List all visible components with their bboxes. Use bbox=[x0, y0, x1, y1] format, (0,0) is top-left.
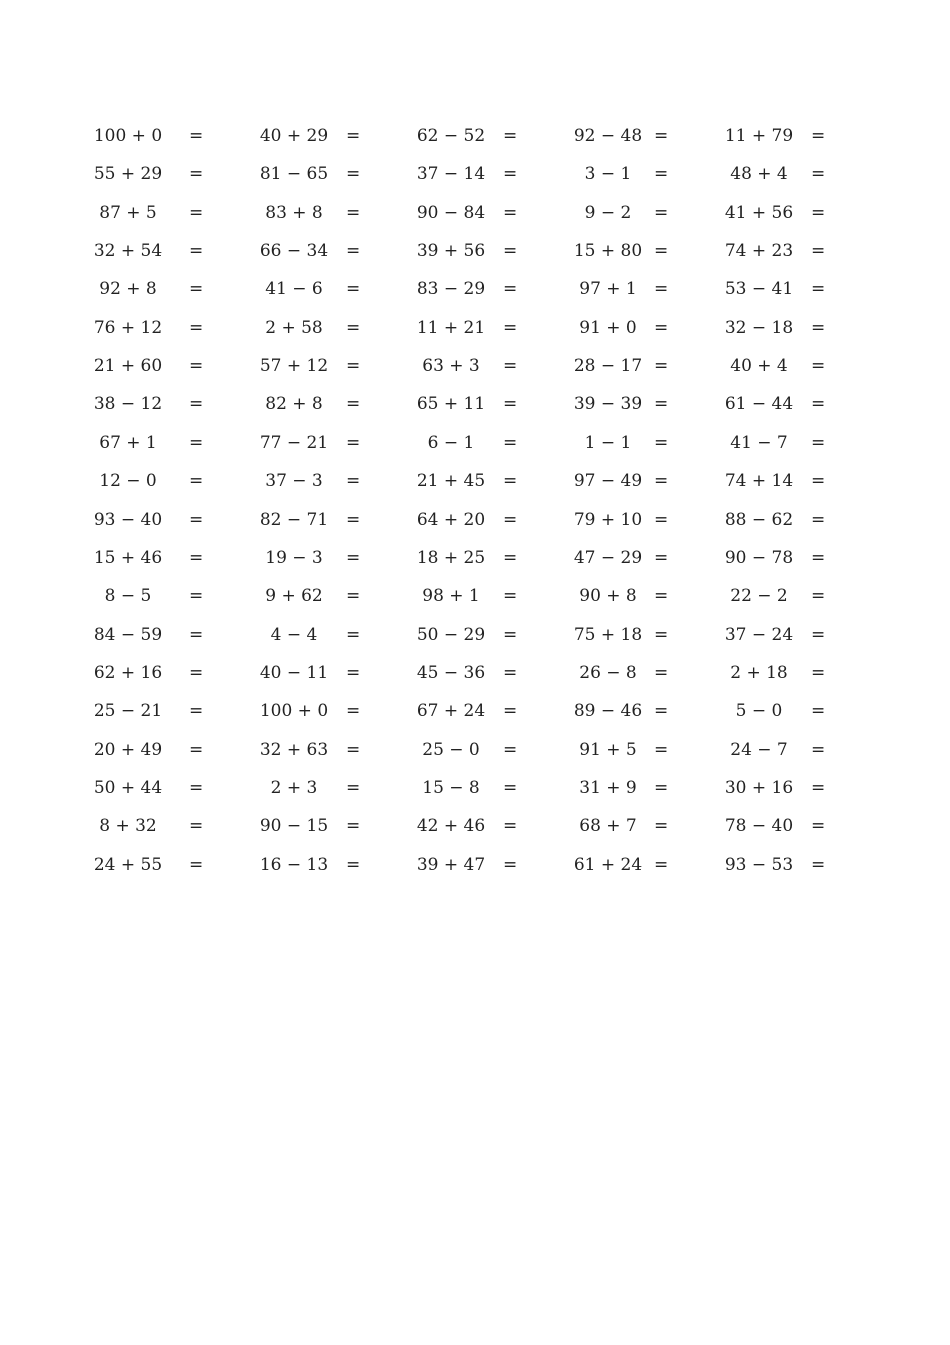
problem-row bbox=[0, 624, 950, 662]
problem-expression: 55 + 29 bbox=[93, 164, 163, 185]
equals-sign: = bbox=[654, 509, 669, 530]
problem-expression: 32 + 54 bbox=[93, 241, 163, 262]
equals-sign: = bbox=[811, 394, 826, 415]
problem-expression: 50 − 29 bbox=[416, 624, 486, 645]
problem-expression: 2 + 58 bbox=[265, 317, 323, 338]
equals-sign: = bbox=[654, 624, 669, 645]
equals-sign: = bbox=[654, 739, 669, 760]
problem bbox=[0, 202, 950, 240]
equals-sign: = bbox=[346, 356, 361, 377]
problem-expression: 24 − 7 bbox=[730, 739, 788, 760]
problem-expression: 47 − 29 bbox=[573, 547, 643, 568]
equals-sign: = bbox=[189, 816, 204, 837]
problem-expression: 4 − 4 bbox=[270, 624, 318, 645]
equals-sign: = bbox=[654, 279, 669, 300]
problem-expression: 41 + 56 bbox=[724, 202, 794, 223]
problem-expression: 62 + 16 bbox=[93, 662, 163, 683]
problem-expression: 100 + 0 bbox=[93, 126, 163, 146]
equals-sign: = bbox=[189, 471, 204, 492]
equals-sign: = bbox=[346, 547, 361, 568]
problem-row bbox=[0, 278, 950, 316]
problem-expression: 91 + 0 bbox=[579, 317, 637, 338]
problem-expression: 37 − 24 bbox=[724, 624, 794, 645]
problem-expression: 84 − 59 bbox=[93, 624, 163, 645]
equals-sign: = bbox=[503, 662, 518, 683]
equals-sign: = bbox=[811, 202, 826, 223]
problem bbox=[0, 163, 950, 201]
problem bbox=[0, 278, 950, 316]
problem-expression: 93 − 40 bbox=[93, 509, 163, 530]
problem-expression: 91 + 5 bbox=[579, 739, 637, 760]
equals-sign: = bbox=[346, 394, 361, 415]
equals-sign: = bbox=[346, 279, 361, 300]
equals-sign: = bbox=[503, 816, 518, 837]
problem-expression: 41 − 6 bbox=[265, 279, 323, 300]
problem-row bbox=[0, 317, 950, 355]
equals-sign: = bbox=[346, 317, 361, 338]
problem-expression: 42 + 46 bbox=[416, 816, 486, 837]
equals-sign: = bbox=[346, 509, 361, 530]
problem-expression: 74 + 14 bbox=[724, 471, 794, 492]
problem-row bbox=[0, 585, 950, 623]
equals-sign: = bbox=[189, 317, 204, 338]
problem-expression: 90 − 15 bbox=[259, 816, 329, 837]
equals-sign: = bbox=[654, 586, 669, 607]
equals-sign: = bbox=[811, 317, 826, 338]
equals-sign: = bbox=[811, 701, 826, 722]
problem bbox=[0, 509, 950, 547]
problem-expression: 8 − 5 bbox=[104, 586, 152, 607]
equals-sign: = bbox=[503, 854, 518, 875]
equals-sign: = bbox=[189, 241, 204, 262]
equals-sign: = bbox=[346, 432, 361, 453]
equals-sign: = bbox=[811, 662, 826, 683]
equals-sign: = bbox=[189, 126, 204, 146]
problem bbox=[0, 125, 950, 163]
equals-sign: = bbox=[503, 471, 518, 492]
equals-sign: = bbox=[189, 356, 204, 377]
equals-sign: = bbox=[811, 126, 826, 146]
problem-expression: 83 + 8 bbox=[265, 202, 323, 223]
equals-sign: = bbox=[503, 509, 518, 530]
problem-expression: 37 − 14 bbox=[416, 164, 486, 185]
problem-expression: 76 + 12 bbox=[93, 317, 163, 338]
equals-sign: = bbox=[503, 202, 518, 223]
problem-expression: 9 + 62 bbox=[265, 586, 323, 607]
problem-expression: 90 − 84 bbox=[416, 202, 486, 223]
problem-expression: 37 − 3 bbox=[265, 471, 323, 492]
problem-expression: 98 + 1 bbox=[422, 586, 480, 607]
equals-sign: = bbox=[811, 547, 826, 568]
problem-expression: 28 − 17 bbox=[573, 356, 643, 377]
problem-expression: 25 − 21 bbox=[93, 701, 163, 722]
problem-expression: 61 − 44 bbox=[724, 394, 794, 415]
problem bbox=[0, 662, 950, 700]
equals-sign: = bbox=[811, 854, 826, 875]
problem-row bbox=[0, 854, 950, 892]
problem bbox=[0, 317, 950, 355]
equals-sign: = bbox=[503, 547, 518, 568]
equals-sign: = bbox=[189, 279, 204, 300]
equals-sign: = bbox=[346, 854, 361, 875]
problem-expression: 74 + 23 bbox=[724, 241, 794, 262]
equals-sign: = bbox=[189, 164, 204, 185]
equals-sign: = bbox=[654, 164, 669, 185]
problem-row bbox=[0, 509, 950, 547]
problem-expression: 63 + 3 bbox=[422, 356, 480, 377]
problem-expression: 24 + 55 bbox=[93, 854, 163, 875]
equals-sign: = bbox=[503, 586, 518, 607]
problem bbox=[0, 624, 950, 662]
equals-sign: = bbox=[654, 356, 669, 377]
equals-sign: = bbox=[654, 547, 669, 568]
equals-sign: = bbox=[503, 394, 518, 415]
problem bbox=[0, 739, 950, 777]
equals-sign: = bbox=[811, 471, 826, 492]
equals-sign: = bbox=[346, 164, 361, 185]
problem bbox=[0, 393, 950, 431]
equals-sign: = bbox=[811, 777, 826, 798]
equals-sign: = bbox=[654, 202, 669, 223]
equals-sign: = bbox=[346, 662, 361, 683]
equals-sign: = bbox=[189, 662, 204, 683]
problem-expression: 15 + 80 bbox=[573, 241, 643, 262]
problem-expression: 2 + 3 bbox=[270, 777, 318, 798]
equals-sign: = bbox=[503, 279, 518, 300]
equals-sign: = bbox=[503, 126, 518, 146]
problem-expression: 89 − 46 bbox=[573, 701, 643, 722]
equals-sign: = bbox=[811, 279, 826, 300]
problem-expression: 15 − 8 bbox=[422, 777, 480, 798]
problem-expression: 40 + 29 bbox=[259, 126, 329, 146]
equals-sign: = bbox=[811, 816, 826, 837]
problem-expression: 68 + 7 bbox=[579, 816, 637, 837]
problem-expression: 53 − 41 bbox=[724, 279, 794, 300]
problem-expression: 38 − 12 bbox=[93, 394, 163, 415]
problem-expression: 39 − 39 bbox=[573, 394, 643, 415]
equals-sign: = bbox=[503, 739, 518, 760]
problem bbox=[0, 777, 950, 815]
problem-expression: 88 − 62 bbox=[724, 509, 794, 530]
problem-expression: 32 + 63 bbox=[259, 739, 329, 760]
equals-sign: = bbox=[189, 854, 204, 875]
equals-sign: = bbox=[346, 816, 361, 837]
problem-expression: 25 − 0 bbox=[422, 739, 480, 760]
equals-sign: = bbox=[654, 816, 669, 837]
problem-expression: 39 + 47 bbox=[416, 854, 486, 875]
equals-sign: = bbox=[503, 241, 518, 262]
problem-row bbox=[0, 432, 950, 470]
equals-sign: = bbox=[503, 701, 518, 722]
problem-expression: 5 − 0 bbox=[735, 701, 783, 722]
problem-expression: 83 − 29 bbox=[416, 279, 486, 300]
problem-expression: 66 − 34 bbox=[259, 241, 329, 262]
problem-expression: 57 + 12 bbox=[259, 356, 329, 377]
problem bbox=[0, 700, 950, 738]
equals-sign: = bbox=[811, 509, 826, 530]
problem-expression: 90 − 78 bbox=[724, 547, 794, 568]
equals-sign: = bbox=[811, 586, 826, 607]
equals-sign: = bbox=[189, 701, 204, 722]
problem-expression: 48 + 4 bbox=[730, 164, 788, 185]
problem-expression: 92 − 48 bbox=[573, 126, 643, 146]
equals-sign: = bbox=[189, 777, 204, 798]
problem-row bbox=[0, 815, 950, 853]
equals-sign: = bbox=[654, 701, 669, 722]
problem-expression: 50 + 44 bbox=[93, 777, 163, 798]
problem-expression: 67 + 24 bbox=[416, 701, 486, 722]
equals-sign: = bbox=[654, 126, 669, 146]
problem-expression: 90 + 8 bbox=[579, 586, 637, 607]
problem-row bbox=[0, 739, 950, 777]
problem bbox=[0, 355, 950, 393]
problem bbox=[0, 815, 950, 853]
equals-sign: = bbox=[654, 241, 669, 262]
equals-sign: = bbox=[346, 624, 361, 645]
problem-row bbox=[0, 240, 950, 278]
problem-expression: 16 − 13 bbox=[259, 854, 329, 875]
equals-sign: = bbox=[346, 586, 361, 607]
problem-expression: 41 − 7 bbox=[730, 432, 788, 453]
equals-sign: = bbox=[346, 202, 361, 223]
equals-sign: = bbox=[811, 624, 826, 645]
equals-sign: = bbox=[654, 432, 669, 453]
problem-expression: 20 + 49 bbox=[93, 739, 163, 760]
problem-expression: 21 + 45 bbox=[416, 471, 486, 492]
problem-expression: 97 − 49 bbox=[573, 471, 643, 492]
problem-expression: 40 − 11 bbox=[259, 662, 329, 683]
equals-sign: = bbox=[811, 432, 826, 453]
problem-row bbox=[0, 470, 950, 508]
equals-sign: = bbox=[503, 777, 518, 798]
problem-expression: 92 + 8 bbox=[99, 279, 157, 300]
equals-sign: = bbox=[189, 394, 204, 415]
equals-sign: = bbox=[189, 739, 204, 760]
problem-expression: 82 − 71 bbox=[259, 509, 329, 530]
problem-row bbox=[0, 700, 950, 738]
problem-row bbox=[0, 125, 950, 163]
problem-expression: 30 + 16 bbox=[724, 777, 794, 798]
problem bbox=[0, 547, 950, 585]
equals-sign: = bbox=[654, 471, 669, 492]
problem-expression: 45 − 36 bbox=[416, 662, 486, 683]
problem-expression: 75 + 18 bbox=[573, 624, 643, 645]
equals-sign: = bbox=[654, 394, 669, 415]
problem-expression: 32 − 18 bbox=[724, 317, 794, 338]
equals-sign: = bbox=[503, 432, 518, 453]
problem-expression: 12 − 0 bbox=[99, 471, 157, 492]
problem-expression: 11 + 21 bbox=[416, 317, 486, 338]
equals-sign: = bbox=[346, 241, 361, 262]
problem-expression: 8 + 32 bbox=[99, 816, 157, 837]
equals-sign: = bbox=[654, 854, 669, 875]
equals-sign: = bbox=[189, 586, 204, 607]
problem-row bbox=[0, 202, 950, 240]
problem-expression: 1 − 1 bbox=[584, 432, 632, 453]
problem-expression: 97 + 1 bbox=[579, 279, 637, 300]
problem-expression: 26 − 8 bbox=[579, 662, 637, 683]
equals-sign: = bbox=[811, 164, 826, 185]
equals-sign: = bbox=[346, 777, 361, 798]
problem-row bbox=[0, 662, 950, 700]
equals-sign: = bbox=[811, 356, 826, 377]
equals-sign: = bbox=[189, 624, 204, 645]
problem-row bbox=[0, 547, 950, 585]
problem-expression: 61 + 24 bbox=[573, 854, 643, 875]
problem-expression: 31 + 9 bbox=[579, 777, 637, 798]
problem-expression: 62 − 52 bbox=[416, 126, 486, 146]
equals-sign: = bbox=[189, 547, 204, 568]
equals-sign: = bbox=[654, 777, 669, 798]
problem-expression: 67 + 1 bbox=[99, 432, 157, 453]
problem bbox=[0, 432, 950, 470]
problem-expression: 11 + 79 bbox=[724, 126, 794, 146]
problem-expression: 21 + 60 bbox=[93, 356, 163, 377]
equals-sign: = bbox=[189, 509, 204, 530]
problem bbox=[0, 585, 950, 623]
problem-expression: 40 + 4 bbox=[730, 356, 788, 377]
problem-row bbox=[0, 163, 950, 201]
equals-sign: = bbox=[654, 317, 669, 338]
problem-expression: 6 − 1 bbox=[427, 432, 475, 453]
problem bbox=[0, 854, 950, 892]
problem bbox=[0, 240, 950, 278]
problem-expression: 77 − 21 bbox=[259, 432, 329, 453]
problem-expression: 100 + 0 bbox=[259, 701, 329, 722]
problem-expression: 82 + 8 bbox=[265, 394, 323, 415]
equals-sign: = bbox=[654, 662, 669, 683]
problem-row bbox=[0, 777, 950, 815]
problem-expression: 19 − 3 bbox=[265, 547, 323, 568]
problem-expression: 78 − 40 bbox=[724, 816, 794, 837]
equals-sign: = bbox=[189, 432, 204, 453]
equals-sign: = bbox=[811, 241, 826, 262]
equals-sign: = bbox=[811, 739, 826, 760]
equals-sign: = bbox=[503, 317, 518, 338]
problem-expression: 3 − 1 bbox=[584, 164, 632, 185]
equals-sign: = bbox=[346, 126, 361, 146]
problem-expression: 22 − 2 bbox=[730, 586, 788, 607]
equals-sign: = bbox=[189, 202, 204, 223]
problem-expression: 64 + 20 bbox=[416, 509, 486, 530]
problem-expression: 81 − 65 bbox=[259, 164, 329, 185]
equals-sign: = bbox=[346, 471, 361, 492]
problem-expression: 9 − 2 bbox=[584, 202, 632, 223]
equals-sign: = bbox=[346, 701, 361, 722]
problem-row bbox=[0, 393, 950, 431]
problem-expression: 79 + 10 bbox=[573, 509, 643, 530]
problem-expression: 87 + 5 bbox=[99, 202, 157, 223]
equals-sign: = bbox=[503, 624, 518, 645]
problem bbox=[0, 470, 950, 508]
problem-expression: 2 + 18 bbox=[730, 662, 788, 683]
problem-expression: 39 + 56 bbox=[416, 241, 486, 262]
equals-sign: = bbox=[346, 739, 361, 760]
equals-sign: = bbox=[503, 164, 518, 185]
problem-expression: 18 + 25 bbox=[416, 547, 486, 568]
problem-expression: 65 + 11 bbox=[416, 394, 486, 415]
problem-expression: 15 + 46 bbox=[93, 547, 163, 568]
equals-sign: = bbox=[503, 356, 518, 377]
problem-expression: 93 − 53 bbox=[724, 854, 794, 875]
problem-row bbox=[0, 355, 950, 393]
